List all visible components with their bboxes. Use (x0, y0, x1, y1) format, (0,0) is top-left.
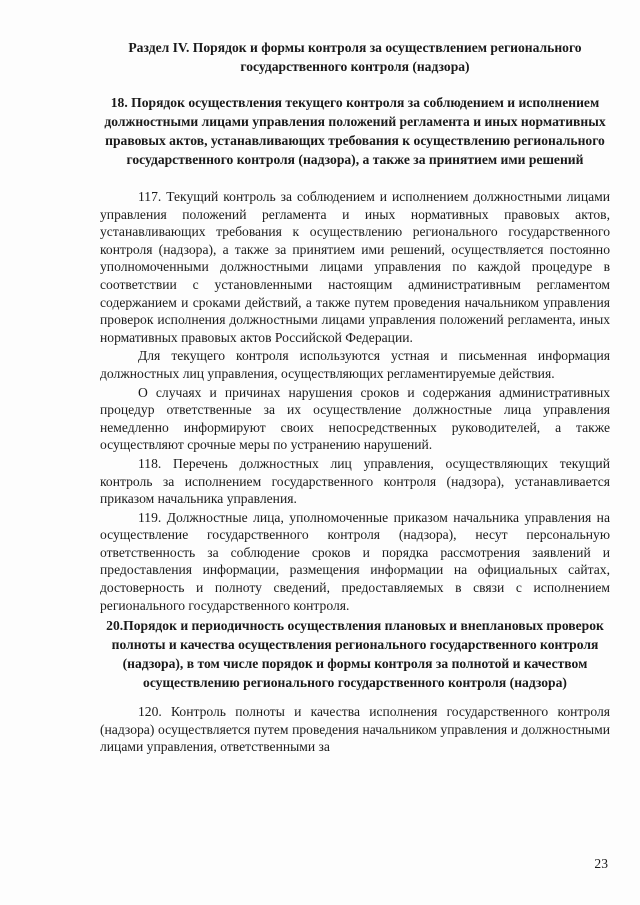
section-title: Раздел IV. Порядок и формы контроля за осуществлением регионального государственного контроля (надзора) (128, 40, 582, 74)
subsection-18-title: 18. Порядок осуществления текущего контроля за соблюдением и исполнением должностными лицами управления положений регламента и иных нормативных правовых актов, устанавливающих требования к осуществлению регионального государственного контроля (надзора), а также за принятием ими решений (104, 95, 606, 167)
subsection-20-title: 20.Порядок и периодичность осуществления плановых и внеплановых проверок полноты и качества осуществления регионального государственного контроля (надзора), в том числе порядок и формы контроля за полнотой и качеством осуществлению регионального государственного контроля (надзора) (106, 618, 604, 691)
paragraph-119: 119. Должностные лица, уполномоченные приказом начальника управления на осуществление государственного контроля (надзора), несут персональную ответственность за соблюдение сроков и порядка рассмотрения заявлений и предоставления информации, размещения информации на официальных сайтах, достоверность и полноту сведений, предоставляемых в связи с исполнением регионального государственного контроля. (100, 509, 610, 613)
page-number: 23 (594, 856, 608, 871)
paragraph-current-control-info: Для текущего контроля используются устная и письменная информация должностных лиц управления, осуществляющих регламентируемые действия. (100, 348, 610, 381)
paragraph-117: 117. Текущий контроль за соблюдением и исполнением должностными лицами управления положений регламента и иных нормативных правовых актов, устанавливающих требования к осуществлению регионального государственного контроля (надзора), а также за принятием ими решений, осуществляется постоянно уполномоченными должностными лицами управления по каждой процедуре в соответствии с установленными настоящим административным регламентом содержанием и сроками действий, а также путем проведения начальником управления проверок исполнения должностными лицами управления положений регламента, иных нормативных правовых актов Российской Федерации. (100, 189, 610, 345)
document-content (100, 38, 610, 757)
paragraph-violations: О случаях и причинах нарушения сроков и содержания административных процедур ответственные за их осуществление должностные лица управления немедленно информируют своих непосредственных руководителей, а также осуществляют срочные меры по устранению нарушений. (100, 384, 610, 453)
paragraph-118: 118. Перечень должностных лиц управления, осуществляющих текущий контроль за исполнением государственного контроля (надзора), устанавливается приказом начальника управления. (100, 455, 610, 507)
paragraph-120: 120. Контроль полноты и качества исполнения государственного контроля (надзора) осуществляется путем проведения начальником управления и должностными лицами управления, ответственными за (100, 704, 610, 755)
